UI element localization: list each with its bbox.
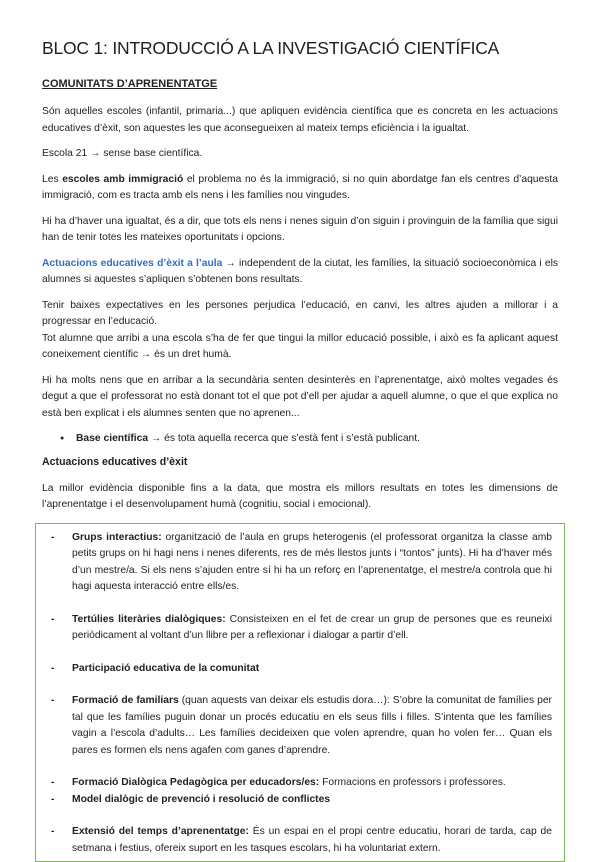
item-text: Formacions en professors i professores.	[319, 777, 506, 788]
item-title: Participació educativa de la comunitat	[72, 663, 259, 674]
item-title: Grups interactius:	[72, 532, 162, 543]
paragraph-5-highlight: Actuacions educatives d’èxit a l’aula	[42, 258, 222, 269]
paragraph-6b: Tot alumne que arribi a una escola s’ha de fer que tingui la millor educació possible, i això es fa aplicant aquest coneixement científic → és un dret humà.	[42, 331, 558, 364]
bullet-item	[76, 431, 558, 448]
subheading: Actuacions educatives d’èxit	[42, 456, 558, 468]
item-text: Consisteixen en el fet de crear un grup de persones que es reuneixi periòdicament al voltant d’un llibre per a reflexionar i dialogar a partir d’ell.	[72, 614, 552, 642]
paragraph-3-bold: escoles amb immigració	[62, 174, 183, 185]
list-item	[48, 824, 552, 857]
item-title: Formació de familiars	[72, 695, 179, 706]
paragraph-4: Hi ha d’haver una igualtat, és a dir, que tots els nens i nenes siguin d’on siguin i provinguin de la família que sigui han de tenir totes les mateixes oportunitats i opcions.	[42, 214, 558, 247]
list-item	[48, 612, 552, 645]
item-text: És un espai en el propi centre educatiu, horari de tarda, cap de setmana i festius, ofereix suport en les tasques escolars, hi ha voluntariat extern.	[72, 826, 552, 854]
section-heading: COMUNITATS D’APRENENTATGE	[42, 78, 558, 90]
paragraph-3	[42, 172, 558, 205]
list-item	[48, 775, 552, 792]
actions-list	[48, 530, 552, 858]
bullet-text: → és tota aquella recerca que s’està fent i s’està publicant.	[148, 433, 420, 444]
item-title: Model dialògic de prevenció i resolució de conflictes	[72, 794, 330, 805]
paragraph-2: Escola 21 → sense base científica.	[42, 146, 558, 163]
paragraph-5	[42, 256, 558, 289]
highlight-box	[35, 523, 565, 862]
list-item	[48, 661, 552, 678]
list-item	[48, 693, 552, 759]
item-text: organització de l’aula en grups heterogenis (el professorat organitza la classe amb petits grups on hi hagi nens i nenes diferents, res de més llestos junts i “tontos” junts). Hi ha d’haver més d’un mestre/a. Si els nens s’ajuden entre sí hi ha un reforç en l’aprenentatge, el mestre/a controla que hi hagi aquesta interacció entre ells/es.	[72, 532, 552, 593]
paragraph-3-pre: Les	[42, 174, 62, 185]
bullet-bold: Base científica	[76, 433, 148, 444]
list-item	[48, 530, 552, 596]
paragraph-7: Hi ha molts nens que en arribar a la secundària senten desinterès en l’aprenentatge, això moltes vegades és degut a que el professorat no està donant tot el que pot d’ell per ajudar a aquell alumne, o que el que explica no està ben explicat i els alumnes senten que no aprenen...	[42, 373, 558, 423]
paragraph-3-post: el problema no és la immigració, si no quin abordatge fan els centres d’aquesta immigració, com es tracta amb els nens i les famílies nou vingudes.	[42, 174, 558, 202]
item-text: (quan aquests van deixar els estudis dora…): S’obre la comunitat de famílies per tal que les famílies puguin donar un procés educatiu en els seus fills i filles. S’intenta que les famílies vagin a l’escola d’adults… Les famílies decideixen que volen aprendre, quan ho volen fer… Quan els pares es formen els nens agafen com ganes d’aprendre.	[72, 695, 552, 756]
bullet-list	[42, 431, 558, 448]
item-title: Formació Dialògica Pedagògica per educadors/es:	[72, 777, 319, 788]
paragraph-5-post: → independent de la ciutat, les famílies, la situació socioeconòmica i els alumnes si aquestes s’apliquen s’obtenen bons resultats.	[42, 258, 558, 286]
paragraph-1: Són aquelles escoles (infantil, primaria...) que apliquen evidència científica que es concreta en les actuacions educatives d’èxit, son aquestes les que aconsegueixen al mateix temps eficiència i la igualtat.	[42, 104, 558, 137]
paragraph-8: La millor evidència disponible fins a la data, que mostra els millors resultats en totes les dimensions de l’aprenentatge i el desenvolupament humà (cognitiu, social i emocional).	[42, 481, 558, 514]
list-item	[48, 792, 552, 809]
paragraph-6a: Tenir baixes expectatives en les persones perjudica l’educació, en canvi, les altres ajuden a millorar i a progressar en l’educació.	[42, 298, 558, 331]
item-title: Extensió del temps d’aprenentatge:	[72, 826, 249, 837]
page-title: BLOC 1: INTRODUCCIÓ A LA INVESTIGACIÓ CIENTÍFICA	[42, 38, 558, 59]
item-title: Tertúlies literàries dialògiques:	[72, 614, 226, 625]
